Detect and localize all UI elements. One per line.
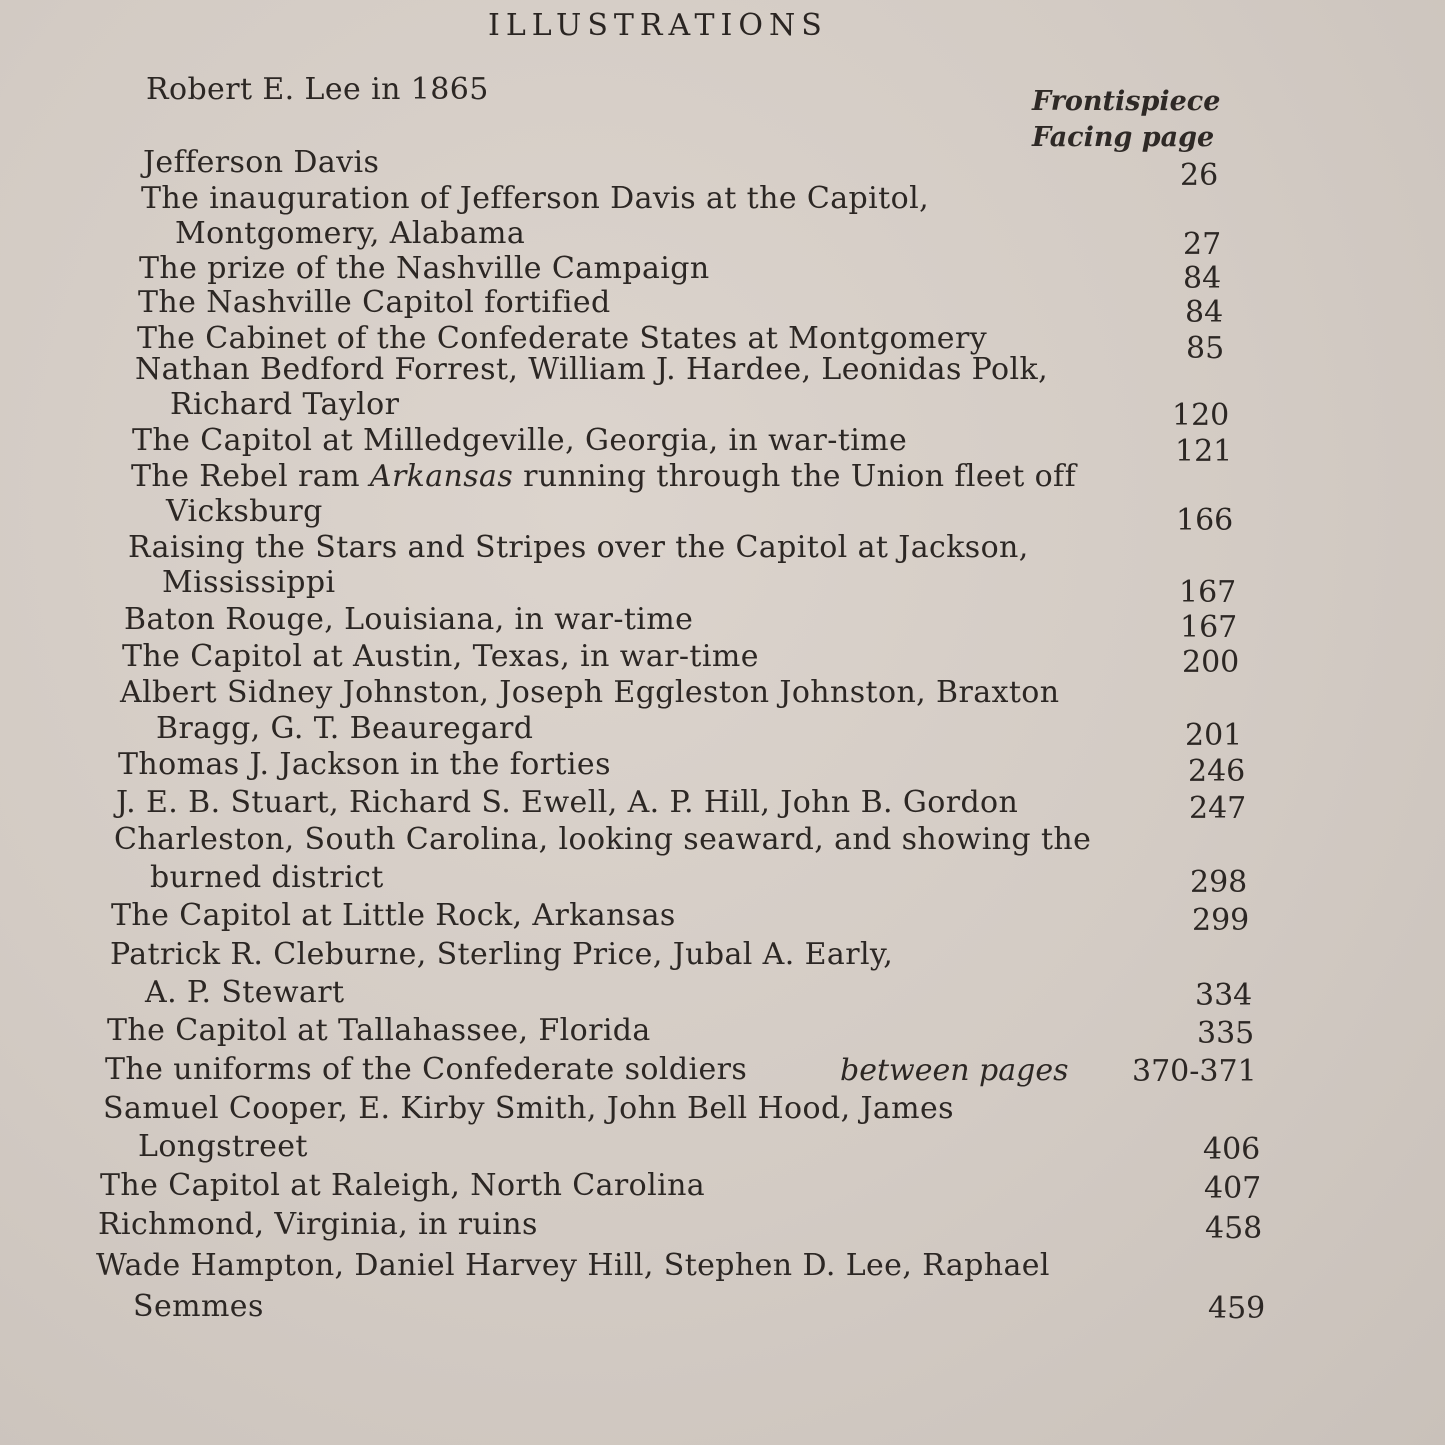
frontispiece-label: Frontispiece — [1032, 86, 1221, 117]
entry-title: The prize of the Nashville Campaign — [139, 251, 710, 286]
entry-page: 84 — [1183, 261, 1222, 296]
entry-page: 246 — [1188, 754, 1246, 789]
entry-page: 167 — [1179, 575, 1237, 610]
entry-title: The Capitol at Austin, Texas, in war-time — [122, 639, 759, 674]
entry-title-continued: Semmes — [133, 1289, 264, 1324]
entry-page: 85 — [1186, 331, 1225, 366]
page-title: ILLUSTRATIONS — [488, 8, 828, 43]
entry-title-continued: Vicksburg — [166, 494, 323, 529]
entry-title: Jefferson Davis — [143, 145, 380, 180]
entry-title-end: running through the Union fleet off — [513, 459, 1077, 494]
entry-title-continued: Longstreet — [138, 1129, 308, 1164]
entry-page: 459 — [1208, 1291, 1266, 1326]
entry-title: Samuel Cooper, E. Kirby Smith, John Bell Hood, James — [103, 1091, 954, 1126]
entry-title: The Nashville Capitol fortified — [138, 285, 611, 320]
entry-title: The Capitol at Tallahassee, Florida — [107, 1013, 651, 1048]
entry-page: 334 — [1195, 978, 1253, 1013]
entry-title-start: The Rebel ram — [131, 459, 370, 494]
entry-page: 298 — [1190, 865, 1248, 900]
entry-page: 27 — [1183, 227, 1222, 262]
entry-page: 406 — [1203, 1132, 1261, 1167]
entry-title: Charleston, South Carolina, looking seaward, and showing the — [114, 822, 1092, 857]
entry-page: 370-371 — [1132, 1054, 1257, 1089]
entry-title: Baton Rouge, Louisiana, in war-time — [124, 602, 694, 637]
entry-title: Richmond, Virginia, in ruins — [98, 1207, 538, 1242]
entry-title: Raising the Stars and Stripes over the Capitol at Jackson, — [128, 530, 1029, 565]
entry-title: The Capitol at Little Rock, Arkansas — [111, 898, 676, 933]
entry-page: 200 — [1182, 645, 1240, 680]
entry-title: Thomas J. Jackson in the forties — [118, 747, 611, 782]
entry-page: 247 — [1189, 791, 1247, 826]
entry-title: Nathan Bedford Forrest, William J. Hardee, Leonidas Polk, — [135, 352, 1049, 387]
ship-name: Arkansas — [369, 459, 514, 494]
entry-title: The Cabinet of the Confederate States at Montgomery — [137, 321, 988, 356]
entry-title: The Capitol at Raleigh, North Carolina — [100, 1168, 706, 1203]
entry-title-continued: Mississippi — [162, 565, 336, 600]
entry-title-continued: burned district — [150, 860, 384, 895]
entry-page: 407 — [1204, 1171, 1262, 1206]
entry-title: The inauguration of Jefferson Davis at the Capitol, — [141, 181, 930, 216]
entry-title: Robert E. Lee in 1865 — [146, 72, 489, 107]
entry-title: Patrick R. Cleburne, Sterling Price, Jubal A. Early, — [110, 937, 894, 972]
entry-page: 201 — [1185, 718, 1243, 753]
facing-page-label: Facing page — [1032, 122, 1215, 153]
entry-title-continued: Bragg, G. T. Beauregard — [156, 711, 534, 746]
entry-page: 299 — [1192, 903, 1250, 938]
between-pages-label: between pages — [840, 1053, 1069, 1088]
entry-page: 167 — [1180, 610, 1238, 645]
entry-page: 458 — [1205, 1211, 1263, 1246]
entry-title-continued: Richard Taylor — [170, 387, 400, 422]
entry-page: 335 — [1197, 1016, 1255, 1051]
entry-page: 166 — [1176, 503, 1234, 538]
entry-page: 26 — [1180, 158, 1219, 193]
entry-title: Albert Sidney Johnston, Joseph Eggleston Johnston, Braxton — [120, 675, 1060, 710]
entry-page: 84 — [1185, 295, 1224, 330]
entry-title: The uniforms of the Confederate soldiers — [105, 1052, 748, 1087]
entry-page: 121 — [1175, 434, 1233, 469]
entry-title — [131, 459, 1076, 495]
entry-title-continued: A. P. Stewart — [145, 975, 345, 1010]
entry-page: 120 — [1172, 398, 1230, 433]
entry-title: J. E. B. Stuart, Richard S. Ewell, A. P. Hill, John B. Gordon — [116, 785, 1019, 820]
entry-title: Wade Hampton, Daniel Harvey Hill, Stephen D. Lee, Raphael — [96, 1248, 1050, 1283]
entry-title: The Capitol at Milledgeville, Georgia, in war-time — [132, 423, 908, 458]
entry-title-continued: Montgomery, Alabama — [175, 216, 526, 251]
